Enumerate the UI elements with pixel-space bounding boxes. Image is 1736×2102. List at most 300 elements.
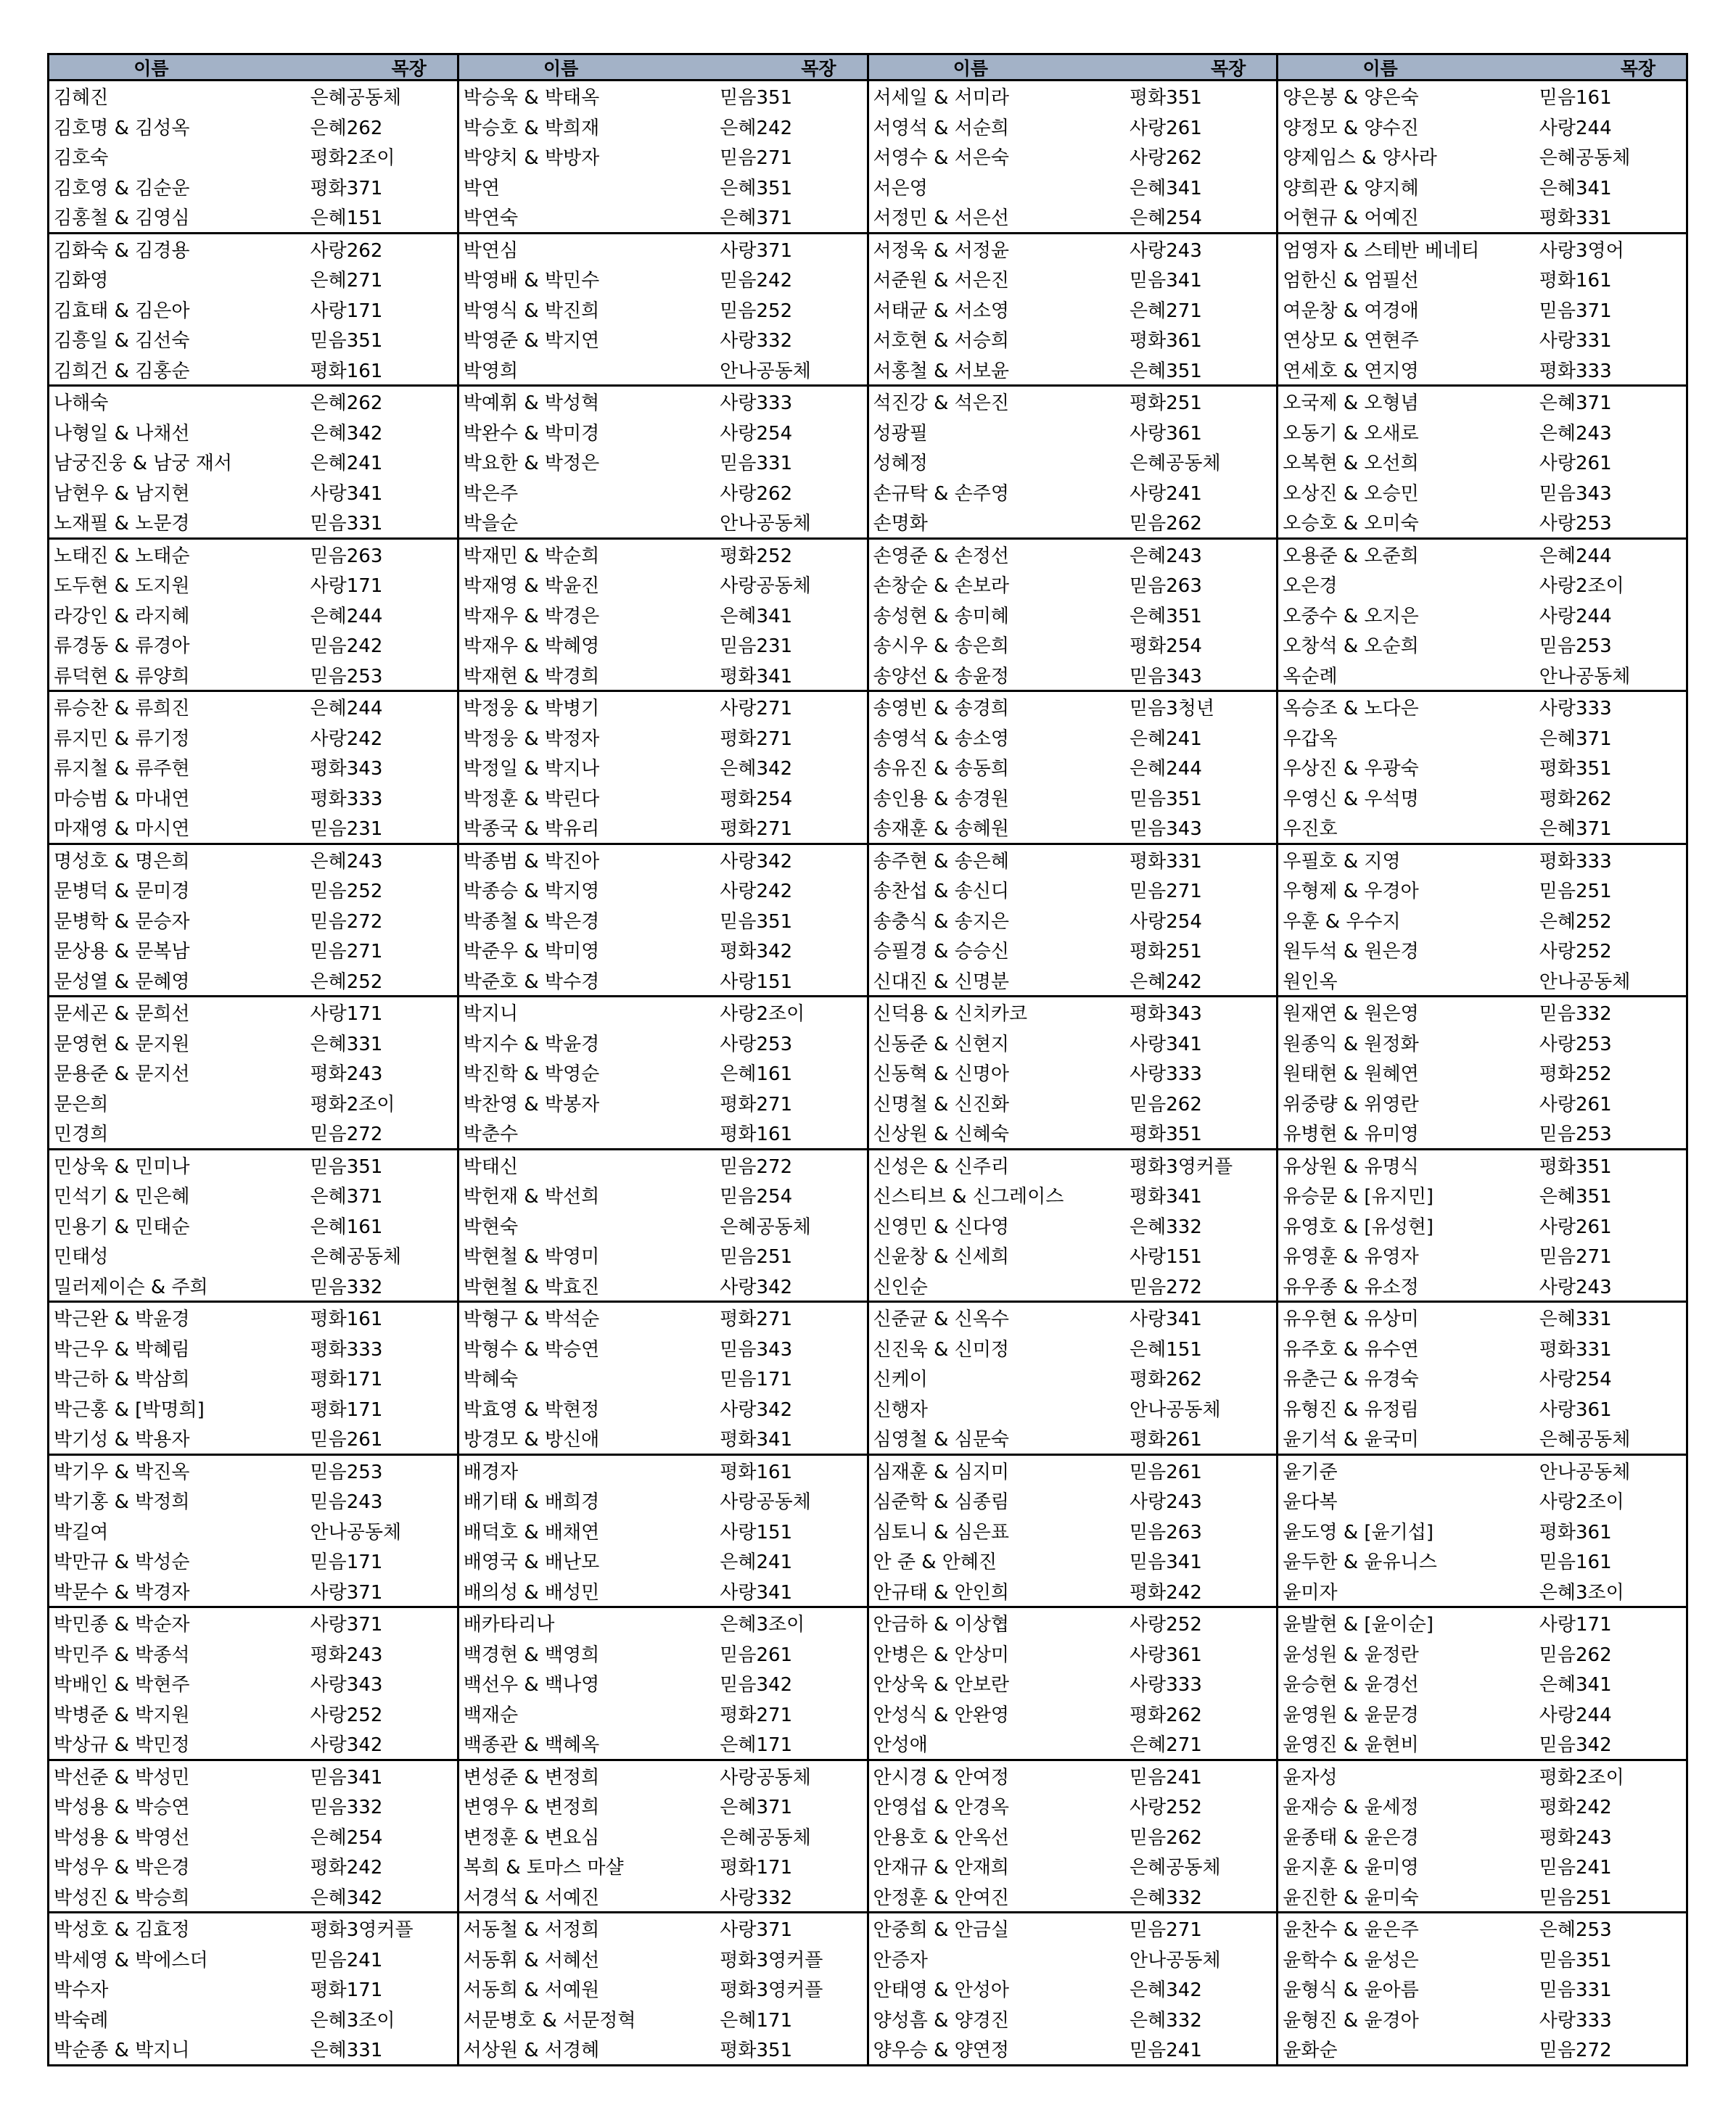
member-name: 서문병호 & 서문정혁 <box>463 2009 636 2032</box>
table-row <box>49 1088 457 1118</box>
member-name: 신대진 & 신명분 <box>873 970 1009 993</box>
member-name: 문성열 & 문혜영 <box>54 970 190 993</box>
member-name: 송찬섭 & 송신디 <box>873 881 1009 903</box>
member-group: 믿음341 <box>1130 1551 1202 1574</box>
row-group <box>1278 540 1686 693</box>
member-group: 사랑241 <box>1130 482 1202 505</box>
member-group: 평화243 <box>310 1644 383 1666</box>
member-name: 송주현 & 송은혜 <box>873 850 1009 873</box>
member-name: 윤자성 <box>1283 1766 1338 1789</box>
member-name: 유영훈 & 유영자 <box>1283 1246 1419 1269</box>
member-name: 손규탁 & 손주영 <box>873 482 1009 505</box>
table-row <box>1278 1333 1686 1364</box>
table-row <box>459 1699 867 1729</box>
member-group: 믿음231 <box>310 818 383 841</box>
table-row <box>1278 1882 1686 1912</box>
table-row <box>459 1333 867 1364</box>
member-name: 김호명 & 김성옥 <box>54 117 190 139</box>
member-group: 은혜342 <box>310 422 383 445</box>
table-row <box>49 1211 457 1241</box>
member-group: 믿음331 <box>720 453 793 475</box>
member-name: 송양선 & 송윤정 <box>873 665 1009 688</box>
member-group: 평화271 <box>720 1093 793 1116</box>
member-group: 믿음242 <box>720 270 793 292</box>
table-row <box>869 294 1277 325</box>
member-group: 믿음262 <box>1130 1826 1202 1849</box>
member-group: 은혜171 <box>720 1734 793 1757</box>
member-group: 은혜271 <box>310 270 383 292</box>
member-name: 옥순례 <box>1283 665 1338 688</box>
member-name: 박종승 & 박지영 <box>463 881 600 903</box>
member-group: 믿음272 <box>310 1124 383 1146</box>
member-group: 믿음241 <box>310 1949 383 1971</box>
member-group: 믿음251 <box>1539 881 1612 903</box>
member-name: 박근완 & 박윤경 <box>54 1308 190 1331</box>
table-row <box>869 1271 1277 1301</box>
member-group: 평화351 <box>720 2040 793 2062</box>
row-group <box>869 81 1277 234</box>
member-group: 사랑공동체 <box>720 575 811 598</box>
directory-column <box>459 55 869 2064</box>
member-name: 오용준 & 오준희 <box>1283 545 1419 567</box>
table-row <box>869 387 1277 417</box>
member-group: 사랑243 <box>1539 1276 1612 1298</box>
table-row <box>869 141 1277 172</box>
table-row <box>1278 1118 1686 1148</box>
table-row <box>869 1088 1277 1118</box>
member-name: 박승욱 & 박태옥 <box>463 87 600 110</box>
table-row <box>869 630 1277 660</box>
table-row <box>1278 112 1686 142</box>
table-row <box>869 417 1277 448</box>
member-name: 변정훈 & 변요심 <box>463 1826 600 1849</box>
table-row <box>1278 355 1686 385</box>
row-group <box>869 692 1277 845</box>
member-group: 사랑371 <box>310 1614 383 1636</box>
table-row <box>459 447 867 477</box>
table-row <box>49 2004 457 2035</box>
member-name: 밀러제이슨 & 주희 <box>54 1276 208 1298</box>
member-name: 양제임스 & 양사라 <box>1283 147 1437 170</box>
table-row <box>49 1028 457 1058</box>
table-row <box>869 1180 1277 1211</box>
member-group: 사랑342 <box>310 1734 383 1757</box>
table-row <box>459 722 867 753</box>
row-group <box>49 81 457 234</box>
member-group: 믿음252 <box>720 300 793 322</box>
table-row <box>459 1363 867 1393</box>
member-group: 은혜371 <box>1539 818 1612 841</box>
member-name: 심토니 & 심은표 <box>873 1521 1009 1543</box>
member-group: 사랑333 <box>1539 698 1612 720</box>
member-group: 평화331 <box>1539 207 1612 230</box>
table-row <box>459 1791 867 1821</box>
table-row <box>869 812 1277 843</box>
member-name: 윤재승 & 윤세정 <box>1283 1797 1419 1819</box>
directory-column <box>49 55 459 2064</box>
member-group: 은혜244 <box>1130 758 1202 780</box>
row-group <box>459 997 867 1150</box>
table-row <box>869 1303 1277 1333</box>
table-row <box>459 324 867 355</box>
member-name: 박기우 & 박진옥 <box>54 1461 190 1483</box>
member-name: 서영수 & 서은숙 <box>873 147 1009 170</box>
member-name: 윤형식 & 윤아름 <box>1283 1979 1419 2002</box>
table-row <box>1278 1423 1686 1454</box>
table-row <box>459 1180 867 1211</box>
member-group: 사랑151 <box>720 1521 793 1543</box>
member-group: 은혜243 <box>310 850 383 873</box>
table-row <box>1278 1240 1686 1271</box>
member-group: 은혜271 <box>1130 1734 1202 1757</box>
table-row <box>49 722 457 753</box>
member-name: 박영배 & 박민수 <box>463 270 600 292</box>
member-name: 유춘근 & 유경숙 <box>1283 1369 1419 1391</box>
member-group: 은혜241 <box>310 453 383 475</box>
member-group: 평화3영커플 <box>1130 1155 1233 1178</box>
table-row <box>869 845 1277 875</box>
member-name: 박순종 & 박지니 <box>54 2040 190 2062</box>
table-row <box>869 752 1277 783</box>
member-name: 오승호 & 오미숙 <box>1283 513 1419 535</box>
table-row <box>459 264 867 294</box>
table-row <box>49 202 457 232</box>
member-name: 마승범 & 마내연 <box>54 788 190 810</box>
member-name: 박배인 & 박현주 <box>54 1674 190 1697</box>
member-name: 박종국 & 박유리 <box>463 818 600 841</box>
member-name: 윤화순 <box>1283 2040 1338 2062</box>
table-row <box>49 1546 457 1576</box>
table-row <box>869 264 1277 294</box>
member-group: 은혜332 <box>1130 1216 1202 1238</box>
table-row <box>459 1303 867 1333</box>
member-name: 윤다복 <box>1283 1491 1338 1514</box>
member-name: 배경자 <box>463 1461 519 1483</box>
member-group: 평화351 <box>1130 1124 1202 1146</box>
member-group: 은혜351 <box>1130 605 1202 627</box>
member-group: 사랑341 <box>720 1581 793 1604</box>
member-name: 서동철 & 서정희 <box>463 1919 600 1942</box>
member-group: 사랑371 <box>720 239 793 262</box>
table-row <box>1278 1393 1686 1424</box>
table-row <box>869 2034 1277 2064</box>
member-group: 은혜254 <box>310 1826 383 1849</box>
table-row <box>869 1913 1277 1944</box>
member-name: 박은주 <box>463 482 519 505</box>
header-group-label: 목장 <box>391 57 427 79</box>
row-group <box>869 1608 1277 1761</box>
table-row <box>1278 417 1686 448</box>
member-name: 안정훈 & 안여진 <box>873 1887 1009 1909</box>
member-group: 믿음262 <box>1130 513 1202 535</box>
member-group: 사랑261 <box>1130 117 1202 139</box>
member-name: 박성용 & 박영선 <box>54 1826 190 1849</box>
member-group: 사랑252 <box>310 1704 383 1726</box>
member-name: 박근홍 & [박명희] <box>54 1398 205 1421</box>
member-group: 은혜271 <box>1130 300 1202 322</box>
member-group: 평화333 <box>310 1338 383 1361</box>
member-name: 윤기석 & 윤국미 <box>1283 1429 1419 1451</box>
table-row <box>459 1639 867 1669</box>
member-name: 박문수 & 박경자 <box>54 1581 190 1604</box>
row-group <box>869 234 1277 387</box>
member-name: 유영호 & [유성현] <box>1283 1216 1434 1238</box>
member-group: 은혜242 <box>1130 970 1202 993</box>
member-group: 사랑333 <box>1130 1674 1202 1697</box>
member-group: 평화161 <box>1539 270 1612 292</box>
row-group <box>49 845 457 998</box>
table-row <box>1278 1791 1686 1821</box>
table-row <box>49 1423 457 1454</box>
member-name: 김화숙 & 김경용 <box>54 239 190 262</box>
table-row <box>869 202 1277 232</box>
table-row <box>49 905 457 936</box>
member-group: 사랑151 <box>1130 1246 1202 1269</box>
table-row <box>869 1456 1277 1486</box>
member-group: 평화171 <box>720 1857 793 1879</box>
row-group <box>1278 845 1686 998</box>
member-name: 양성흠 & 양경진 <box>873 2009 1009 2032</box>
table-row <box>459 1393 867 1424</box>
table-row <box>1278 722 1686 753</box>
member-name: 옥승조 & 노다은 <box>1283 698 1419 720</box>
member-name: 박진학 & 박영순 <box>463 1063 600 1086</box>
member-name: 서호현 & 서승희 <box>873 330 1009 353</box>
member-name: 박성우 & 박은경 <box>54 1857 190 1879</box>
member-group: 믿음332 <box>310 1797 383 1819</box>
member-name: 송시우 & 송은희 <box>873 635 1009 658</box>
member-group: 은혜243 <box>1539 422 1612 445</box>
member-group: 믿음271 <box>1539 1246 1612 1269</box>
table-row <box>49 1668 457 1699</box>
header-group-label: 목장 <box>1210 57 1246 79</box>
member-group: 사랑3영어 <box>1539 239 1624 262</box>
member-group: 사랑333 <box>1130 1063 1202 1086</box>
table-row <box>869 1699 1277 1729</box>
member-name: 박정훈 & 박린다 <box>463 788 600 810</box>
table-row <box>1278 294 1686 325</box>
member-name: 문영현 & 문지원 <box>54 1033 190 1055</box>
member-group: 믿음3청년 <box>1130 698 1215 720</box>
table-row <box>49 477 457 508</box>
table-row <box>49 783 457 813</box>
table-row <box>459 2034 867 2064</box>
table-row <box>869 997 1277 1028</box>
table-row <box>49 1303 457 1333</box>
member-group: 믿음351 <box>720 910 793 933</box>
member-group: 믿음263 <box>1130 575 1202 598</box>
member-group: 평화171 <box>310 1979 383 2002</box>
member-name: 안규태 & 안인희 <box>873 1581 1009 1604</box>
member-name: 여운창 & 여경애 <box>1283 300 1419 322</box>
member-group: 믿음332 <box>310 1276 383 1298</box>
member-name: 서정욱 & 서정윤 <box>873 239 1009 262</box>
table-row <box>869 1882 1277 1912</box>
member-group: 평화361 <box>1130 330 1202 353</box>
member-group: 평화252 <box>720 545 793 567</box>
table-row <box>459 1913 867 1944</box>
member-name: 노태진 & 노태순 <box>54 545 190 567</box>
member-group: 믿음171 <box>310 1551 383 1574</box>
member-name: 윤기준 <box>1283 1461 1338 1483</box>
table-row <box>49 387 457 417</box>
member-group: 평화262 <box>1539 788 1612 810</box>
member-name: 유형진 & 유정림 <box>1283 1398 1419 1421</box>
member-name: 박종범 & 박진아 <box>463 850 600 873</box>
member-group: 은혜332 <box>1130 2009 1202 2032</box>
table-row <box>1278 1913 1686 1944</box>
table-row <box>459 2004 867 2035</box>
table-row <box>459 1240 867 1271</box>
member-group: 은혜공동체 <box>720 1216 811 1238</box>
table-row <box>49 355 457 385</box>
table-row <box>869 1639 1277 1669</box>
member-group: 은혜3조이 <box>1539 1581 1624 1604</box>
table-row <box>459 1423 867 1454</box>
member-group: 믿음272 <box>1130 1276 1202 1298</box>
member-group: 은혜341 <box>1539 1674 1612 1697</box>
member-name: 박성호 & 김효정 <box>54 1919 190 1942</box>
table-row <box>459 1271 867 1301</box>
member-group: 믿음271 <box>1130 1919 1202 1942</box>
table-row <box>49 935 457 965</box>
member-group: 은혜262 <box>310 392 383 415</box>
member-directory-table <box>47 53 1688 2066</box>
table-row <box>869 1851 1277 1882</box>
table-row <box>1278 234 1686 265</box>
member-group: 평화171 <box>310 1369 383 1391</box>
member-group: 평화161 <box>310 360 383 382</box>
member-name: 박영식 & 박진희 <box>463 300 600 322</box>
member-name: 연상모 & 연현주 <box>1283 330 1419 353</box>
member-group: 사랑244 <box>1539 605 1612 627</box>
member-name: 신명철 & 신진화 <box>873 1093 1009 1116</box>
table-row <box>1278 1516 1686 1546</box>
member-name: 우갑옥 <box>1283 728 1338 750</box>
member-group: 믿음342 <box>720 1674 793 1697</box>
member-group: 사랑371 <box>720 1919 793 1942</box>
table-row <box>1278 1668 1686 1699</box>
member-group: 은혜151 <box>310 207 383 230</box>
member-name: 송유진 & 송동희 <box>873 758 1009 780</box>
member-group: 사랑262 <box>720 482 793 505</box>
member-group: 믿음272 <box>310 910 383 933</box>
member-name: 윤진한 & 윤미숙 <box>1283 1887 1419 1909</box>
member-group: 믿음341 <box>1130 270 1202 292</box>
table-row <box>869 1423 1277 1454</box>
member-name: 박근우 & 박혜림 <box>54 1338 190 1361</box>
member-name: 배의성 & 배성민 <box>463 1581 600 1604</box>
table-row <box>49 1516 457 1546</box>
table-row <box>459 1974 867 2004</box>
member-group: 사랑244 <box>1539 1704 1612 1726</box>
member-name: 박성진 & 박승희 <box>54 1887 190 1909</box>
member-group: 안나공동체 <box>1539 970 1631 993</box>
member-group: 사랑262 <box>310 239 383 262</box>
member-name: 신동준 & 신현지 <box>873 1033 1009 1055</box>
member-group: 은혜242 <box>720 117 793 139</box>
member-name: 박연 <box>463 177 500 199</box>
member-group: 사랑252 <box>1130 1797 1202 1819</box>
member-name: 변영우 & 변정희 <box>463 1797 600 1819</box>
member-name: 오은경 <box>1283 575 1338 598</box>
table-row <box>459 112 867 142</box>
member-group: 평화243 <box>1539 1826 1612 1849</box>
member-group: 은혜공동체 <box>1539 147 1631 170</box>
table-row <box>1278 1728 1686 1759</box>
table-row <box>1278 1639 1686 1669</box>
member-name: 배영국 & 배난모 <box>463 1551 600 1574</box>
member-name: 배덕호 & 배채연 <box>463 1521 600 1543</box>
member-name: 안병은 & 안상미 <box>873 1644 1009 1666</box>
table-row <box>1278 507 1686 537</box>
member-group: 안나공동체 <box>1130 1398 1221 1421</box>
member-group: 믿음263 <box>310 545 383 567</box>
member-name: 류지철 & 류주현 <box>54 758 190 780</box>
member-name: 안용호 & 안옥선 <box>873 1826 1009 1849</box>
row-group <box>459 1761 867 1914</box>
member-name: 윤미자 <box>1283 1581 1338 1604</box>
member-group: 사랑254 <box>1130 910 1202 933</box>
member-group: 사랑252 <box>1539 941 1612 963</box>
table-row <box>459 387 867 417</box>
member-name: 서홍철 & 서보윤 <box>873 360 1009 382</box>
table-row <box>869 234 1277 265</box>
member-name: 안중희 & 안금실 <box>873 1919 1009 1942</box>
member-group: 안나공동체 <box>720 360 811 382</box>
member-name: 손영준 & 손정선 <box>873 545 1009 567</box>
member-name: 손창순 & 손보라 <box>873 575 1009 598</box>
member-name: 마재영 & 마시연 <box>54 818 190 841</box>
table-row <box>869 1240 1277 1271</box>
member-group: 평화262 <box>1130 1704 1202 1726</box>
table-row <box>869 1728 1277 1759</box>
member-name: 송재훈 & 송혜원 <box>873 818 1009 841</box>
table-row <box>869 1974 1277 2004</box>
member-group: 사랑254 <box>1539 1369 1612 1391</box>
member-name: 심영철 & 심문숙 <box>873 1429 1009 1451</box>
member-group: 사랑171 <box>310 300 383 322</box>
member-group: 평화333 <box>310 788 383 810</box>
table-row <box>459 1761 867 1792</box>
member-name: 박민종 & 박순자 <box>54 1614 190 1636</box>
member-group: 믿음252 <box>310 881 383 903</box>
member-name: 박혜숙 <box>463 1369 519 1391</box>
table-row <box>1278 1851 1686 1882</box>
member-name: 유주호 & 유수연 <box>1283 1338 1419 1361</box>
table-row <box>1278 1944 1686 1974</box>
row-group <box>1278 1456 1686 1609</box>
table-row <box>1278 1150 1686 1181</box>
table-row <box>49 234 457 265</box>
table-row <box>1278 264 1686 294</box>
table-row <box>459 355 867 385</box>
header-name-label: 이름 <box>1362 57 1398 79</box>
member-group: 평화242 <box>1539 1797 1612 1819</box>
table-row <box>1278 1303 1686 1333</box>
member-group: 은혜공동체 <box>310 1246 402 1269</box>
member-group: 믿음161 <box>1539 87 1612 110</box>
table-row <box>459 1668 867 1699</box>
member-group: 평화333 <box>1539 360 1612 382</box>
table-row <box>1278 1088 1686 1118</box>
member-name: 양우승 & 양연정 <box>873 2040 1009 2062</box>
table-row <box>49 965 457 996</box>
member-name: 박길여 <box>54 1521 109 1543</box>
member-group: 평화271 <box>720 728 793 750</box>
member-group: 사랑341 <box>310 482 383 505</box>
table-row <box>459 812 867 843</box>
